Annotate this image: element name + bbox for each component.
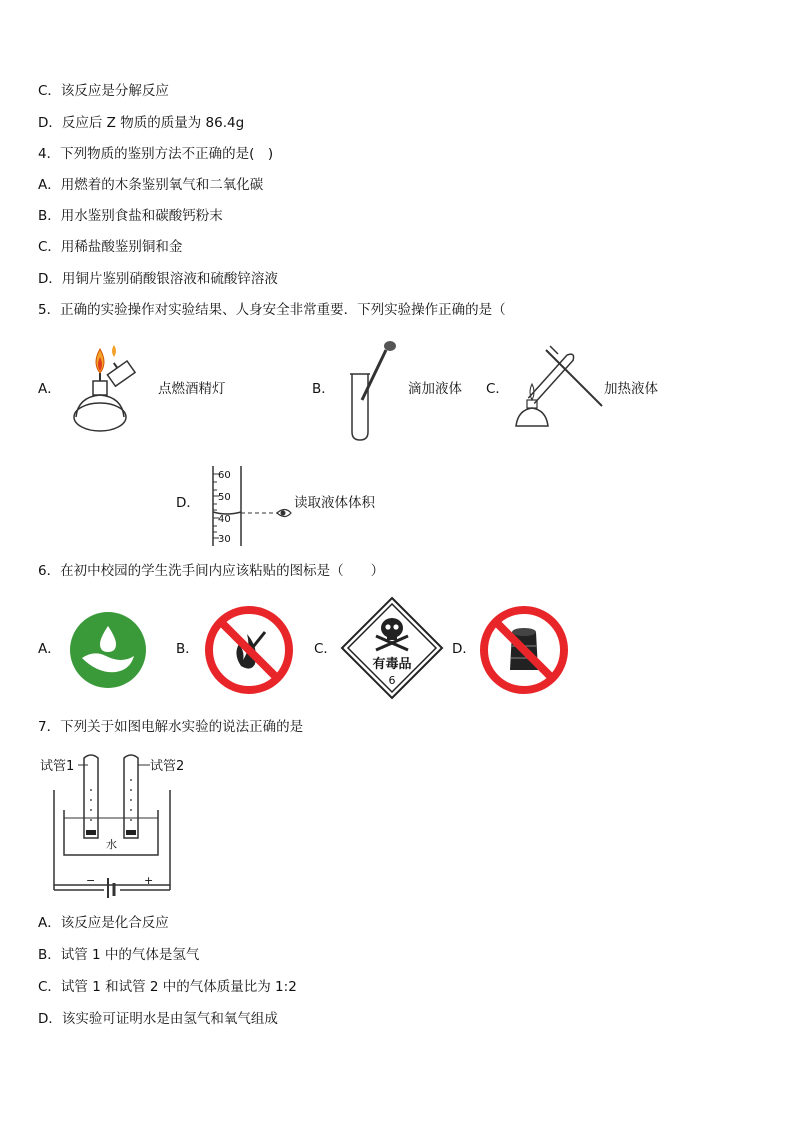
cylinder-tick-60: 60 — [218, 470, 231, 481]
q5-option-d-letter: D． — [176, 495, 200, 511]
q6-option-c-letter: C． — [314, 641, 337, 657]
toxic-sign-label: 有毒品 — [372, 657, 412, 672]
q5-option-a-letter: A． — [38, 381, 61, 397]
q3-option-d: D．反应后 Z 物质的质量为 86.4g — [38, 115, 245, 131]
q7-option-d: D．该实验可证明水是由氢气和氧气组成 — [38, 1011, 278, 1027]
q4-option-a: A．用燃着的木条鉴别氧气和二氧化碳 — [38, 177, 264, 193]
q5-stem: 5．正确的实验操作对实验结果、人身安全非常重要．下列实验操作正确的是（ — [38, 302, 506, 318]
q6-option-a-letter: A． — [38, 641, 61, 657]
q4-option-d: D．用铜片鉴别硝酸银溶液和硫酸锌溶液 — [38, 271, 278, 287]
q5-option-b-letter: B． — [312, 381, 335, 397]
q7-option-a: A．该反应是化合反应 — [38, 915, 169, 931]
q4-option-b: B．用水鉴别食盐和碳酸钙粉末 — [38, 208, 223, 224]
tube-1-label: 试管1 — [40, 759, 75, 774]
q5-option-a-caption: 点燃酒精灯 — [158, 381, 226, 397]
q7-stem: 7．下列关于如图电解水实验的说法正确的是 — [38, 719, 304, 735]
dropper-test-tube-illustration — [340, 340, 400, 445]
positive-terminal-label: + — [144, 874, 154, 887]
q7-option-b: B．试管 1 中的气体是氢气 — [38, 947, 200, 963]
no-oil-barrel-sign-icon — [478, 604, 570, 696]
q6-option-d-letter: D． — [452, 641, 476, 657]
q6-stem: 6．在初中校园的学生洗手间内应该粘贴的图标是（ ） — [38, 563, 385, 579]
cylinder-tick-30: 30 — [218, 534, 231, 545]
q5-option-c-caption: 加热液体 — [604, 381, 658, 397]
toxic-sign-class-number: 6 — [388, 674, 396, 687]
q5-option-b-caption: 滴加液体 — [408, 381, 462, 397]
alcohol-lamp-lighting-illustration — [66, 345, 156, 437]
q5-option-c-letter: C． — [486, 381, 509, 397]
electrolysis-water-apparatus-diagram — [38, 750, 198, 900]
q4-stem: 4．下列物质的鉴别方法不正确的是( ) — [38, 146, 274, 162]
toxic-substance-sign-icon — [340, 596, 444, 700]
q7-option-c: C．试管 1 和试管 2 中的气体质量比为 1:2 — [38, 979, 297, 995]
water-saving-sign-icon — [68, 610, 148, 690]
negative-terminal-label: − — [86, 874, 96, 887]
graduated-cylinder-reading-illustration — [205, 464, 295, 548]
heating-liquid-illustration — [510, 340, 606, 440]
q6-option-b-letter: B． — [176, 641, 199, 657]
water-label: 水 — [106, 838, 117, 851]
tube-2-label: 试管2 — [150, 759, 185, 774]
q5-option-d-caption: 读取液体体积 — [294, 495, 375, 511]
cylinder-tick-40: 40 — [218, 514, 231, 525]
cylinder-tick-50: 50 — [218, 492, 231, 503]
no-smoking-sign-icon — [203, 604, 295, 696]
q3-option-c: C．该反应是分解反应 — [38, 83, 169, 99]
q4-option-c: C．用稀盐酸鉴别铜和金 — [38, 239, 183, 255]
